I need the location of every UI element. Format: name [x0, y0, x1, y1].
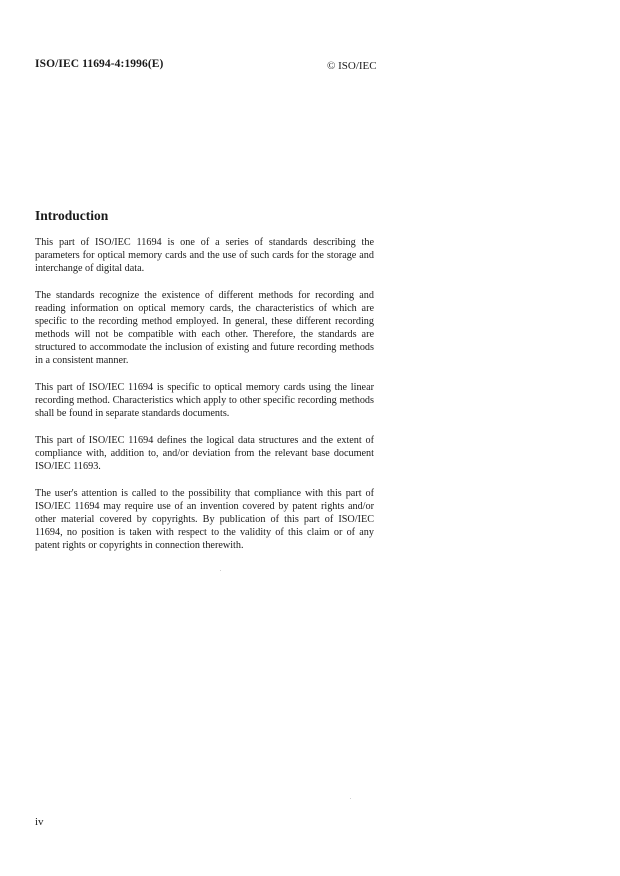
- standard-designation: ISO/IEC 11694-4:1996(E): [35, 58, 164, 70]
- page-number: iv: [35, 816, 44, 828]
- section-heading: Introduction: [35, 208, 109, 223]
- introduction-body: [35, 236, 374, 566]
- paragraph: The user's attention is called to the possibility that compliance with this part of ISO/IEC 11694 may require use of an invention covered by patent rights and/or other material covered by copyrights. By publication of this part of ISO/IEC 11694, no position is taken with respect to the validity of this claim or of any patent rights or copyrights in connection therewith.: [35, 488, 374, 551]
- copyright-notice: © ISO/IEC: [327, 60, 377, 72]
- paragraph: This part of ISO/IEC 11694 defines the logical data structures and the extent of compliance with, addition to, and/or deviation from the relevant base document ISO/IEC 11693.: [35, 435, 374, 472]
- paragraph: This part of ISO/IEC 11694 is one of a series of standards describing the parameters for optical memory cards and the use of such cards for the storage and interchange of digital data.: [35, 237, 374, 274]
- paragraph: This part of ISO/IEC 11694 is specific to optical memory cards using the linear recording method. Characteristics which apply to other specific recording methods shall be found in separate standards documents.: [35, 382, 374, 419]
- scan-speck: [350, 798, 351, 799]
- scan-speck: [220, 570, 221, 571]
- paragraph: The standards recognize the existence of different methods for recording and reading information on optical memory cards, the characteristics of which are specific to the recording method employed. In general, these different recording methods will not be compatible with each other. Therefore, the standards are structured to accommodate the inclusion of existing and future recording methods in a consistent manner.: [35, 290, 374, 366]
